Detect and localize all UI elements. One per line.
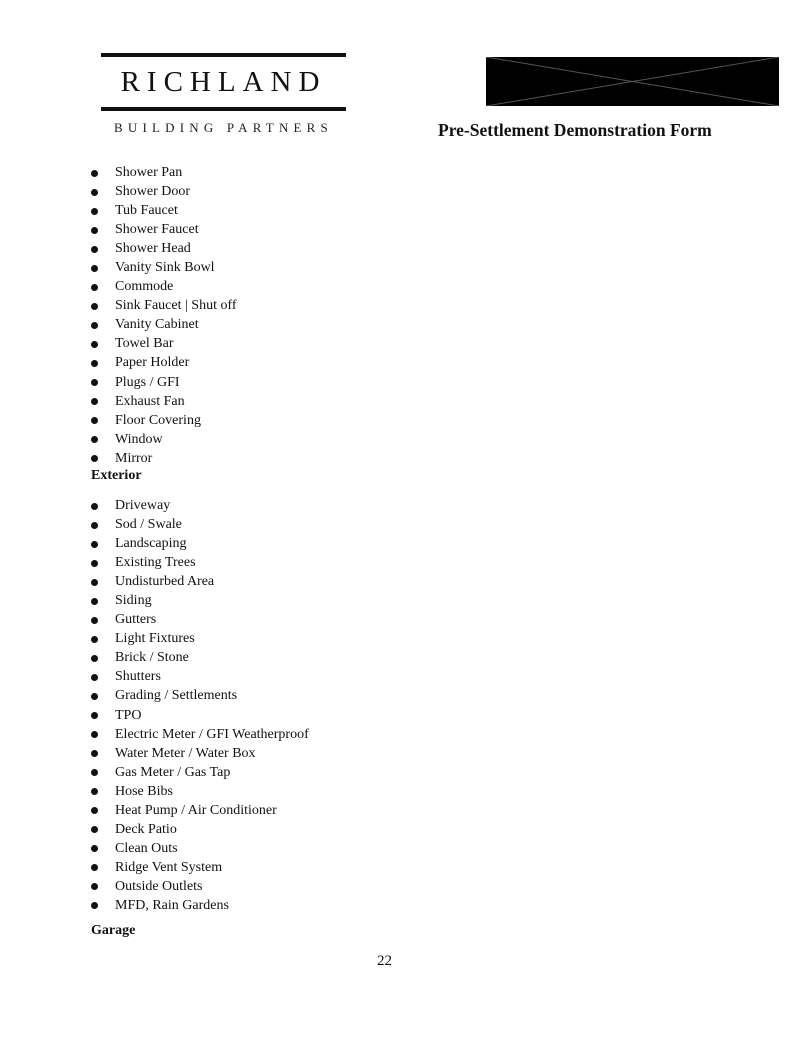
bullet-icon: [91, 379, 98, 386]
list-item-label: Light Fixtures: [115, 631, 195, 647]
list-item-label: Exhaust Fan: [115, 393, 185, 409]
list-item: [91, 449, 237, 468]
list-item: [91, 315, 237, 334]
bullet-icon: [91, 712, 98, 719]
list-item: [91, 496, 309, 515]
list-item: [91, 839, 309, 858]
bullet-icon: [91, 807, 98, 814]
list-item: [91, 572, 309, 591]
bullet-icon: [91, 864, 98, 871]
list-item-label: Towel Bar: [115, 336, 174, 352]
list-item: [91, 182, 237, 201]
image-placeholder-cross-icon: [486, 57, 779, 106]
bullet-icon: [91, 398, 98, 405]
list-item: [91, 591, 309, 610]
list-item: [91, 239, 237, 258]
list-item-label: Paper Holder: [115, 355, 190, 371]
bullet-icon: [91, 693, 98, 700]
bullet-icon: [91, 788, 98, 795]
logo-bottom-rule: [101, 107, 346, 111]
list-item-label: Landscaping: [115, 536, 187, 552]
bullet-icon: [91, 265, 98, 272]
list-item-label: Mirror: [115, 450, 153, 466]
bullet-icon: [91, 769, 98, 776]
list-item-label: Water Meter / Water Box: [115, 745, 256, 761]
list-item: [91, 534, 309, 553]
list-item-label: Floor Covering: [115, 412, 201, 428]
bullet-icon: [91, 284, 98, 291]
list-item-label: Electric Meter / GFI Weatherproof: [115, 726, 309, 742]
interior-checklist: [91, 163, 237, 468]
list-item: [91, 277, 237, 296]
list-item-label: Shower Door: [115, 184, 191, 200]
list-item-label: Grading / Settlements: [115, 688, 238, 704]
bullet-icon: [91, 617, 98, 624]
list-item-label: Shower Head: [115, 241, 191, 257]
bullet-icon: [91, 322, 98, 329]
list-item-label: Siding: [115, 593, 152, 609]
list-item-label: TPO: [115, 707, 142, 723]
list-item-label: Shower Pan: [115, 165, 183, 180]
bullet-icon: [91, 655, 98, 662]
bullet-icon: [91, 436, 98, 443]
bullet-icon: [91, 731, 98, 738]
list-item: [91, 858, 309, 877]
list-item: [91, 706, 309, 725]
list-item-label: Shutters: [115, 669, 161, 685]
bullet-icon: [91, 845, 98, 852]
section-heading-garage: Garage: [91, 923, 136, 938]
list-item-label: Plugs / GFI: [115, 374, 180, 390]
bullet-icon: [91, 883, 98, 890]
list-item: [91, 553, 309, 572]
broken-image-placeholder: [486, 57, 779, 106]
bullet-icon: [91, 902, 98, 909]
list-item-label: Ridge Vent System: [115, 859, 223, 875]
bullet-icon: [91, 750, 98, 757]
list-item-label: Shower Faucet: [115, 222, 199, 238]
list-item: [91, 725, 309, 744]
list-item: [91, 782, 309, 801]
bullet-icon: [91, 503, 98, 510]
bullet-icon: [91, 522, 98, 529]
list-item: [91, 877, 309, 896]
form-title: Pre-Settlement Demonstration Form: [438, 120, 712, 140]
bullet-icon: [91, 208, 98, 215]
bullet-icon: [91, 636, 98, 643]
list-item: [91, 201, 237, 220]
list-item: [91, 334, 237, 353]
list-item: [91, 373, 237, 392]
section-heading-exterior: Exterior: [91, 468, 142, 483]
logo-top-rule: [101, 53, 346, 57]
bullet-icon: [91, 360, 98, 367]
exterior-checklist: [91, 496, 309, 915]
bullet-icon: [91, 579, 98, 586]
bullet-icon: [91, 246, 98, 253]
list-item-label: Heat Pump / Air Conditioner: [115, 802, 277, 818]
list-item-label: Hose Bibs: [115, 783, 173, 799]
list-item-label: Tub Faucet: [115, 203, 178, 219]
bullet-icon: [91, 417, 98, 424]
list-item: [91, 296, 237, 315]
bullet-icon: [91, 674, 98, 681]
page-number-row: [0, 952, 811, 970]
list-item: [91, 648, 309, 667]
list-item-label: Gas Meter / Gas Tap: [115, 764, 231, 780]
list-item-label: Commode: [115, 279, 174, 295]
list-item-label: MFD, Rain Gardens: [115, 897, 229, 913]
list-item: [91, 629, 309, 648]
bullet-icon: [91, 227, 98, 234]
list-item: [91, 220, 237, 239]
list-item: [91, 163, 237, 182]
bullet-icon: [91, 455, 98, 462]
list-item: [91, 667, 309, 686]
list-item-label: Vanity Sink Bowl: [115, 260, 215, 276]
list-item: [91, 801, 309, 820]
list-item: [91, 686, 309, 705]
list-item: [91, 820, 309, 839]
list-item-label: Vanity Cabinet: [115, 317, 199, 333]
list-item: [91, 610, 309, 629]
list-item-label: Window: [115, 431, 163, 447]
list-item: [91, 258, 237, 277]
list-item-label: Undisturbed Area: [115, 574, 215, 590]
bullet-icon: [91, 598, 98, 605]
logo-tagline: BUILDING PARTNERS: [114, 120, 333, 135]
list-item-label: Sink Faucet | Shut off: [115, 298, 237, 314]
bullet-icon: [91, 541, 98, 548]
bullet-icon: [91, 189, 98, 196]
bullet-icon: [91, 826, 98, 833]
list-item: [91, 896, 309, 915]
list-item-label: Sod / Swale: [115, 517, 182, 533]
list-item-label: Outside Outlets: [115, 878, 203, 894]
bullet-icon: [91, 303, 98, 310]
bullet-icon: [91, 341, 98, 348]
logo-wordmark: RICHLAND: [120, 66, 327, 98]
list-item: [91, 744, 309, 763]
list-item: [91, 353, 237, 372]
list-item: [91, 515, 309, 534]
list-item-label: Clean Outs: [115, 840, 178, 856]
list-item-label: Brick / Stone: [115, 650, 189, 666]
list-item: [91, 430, 237, 449]
list-item: [91, 411, 237, 430]
list-item-label: Existing Trees: [115, 555, 196, 571]
list-item-label: Deck Patio: [115, 821, 177, 837]
list-item: [91, 392, 237, 411]
page-number: 22: [377, 953, 392, 969]
list-item: [91, 763, 309, 782]
bullet-icon: [91, 560, 98, 567]
bullet-icon: [91, 170, 98, 177]
list-item-label: Gutters: [115, 612, 157, 628]
list-item-label: Driveway: [115, 498, 171, 513]
